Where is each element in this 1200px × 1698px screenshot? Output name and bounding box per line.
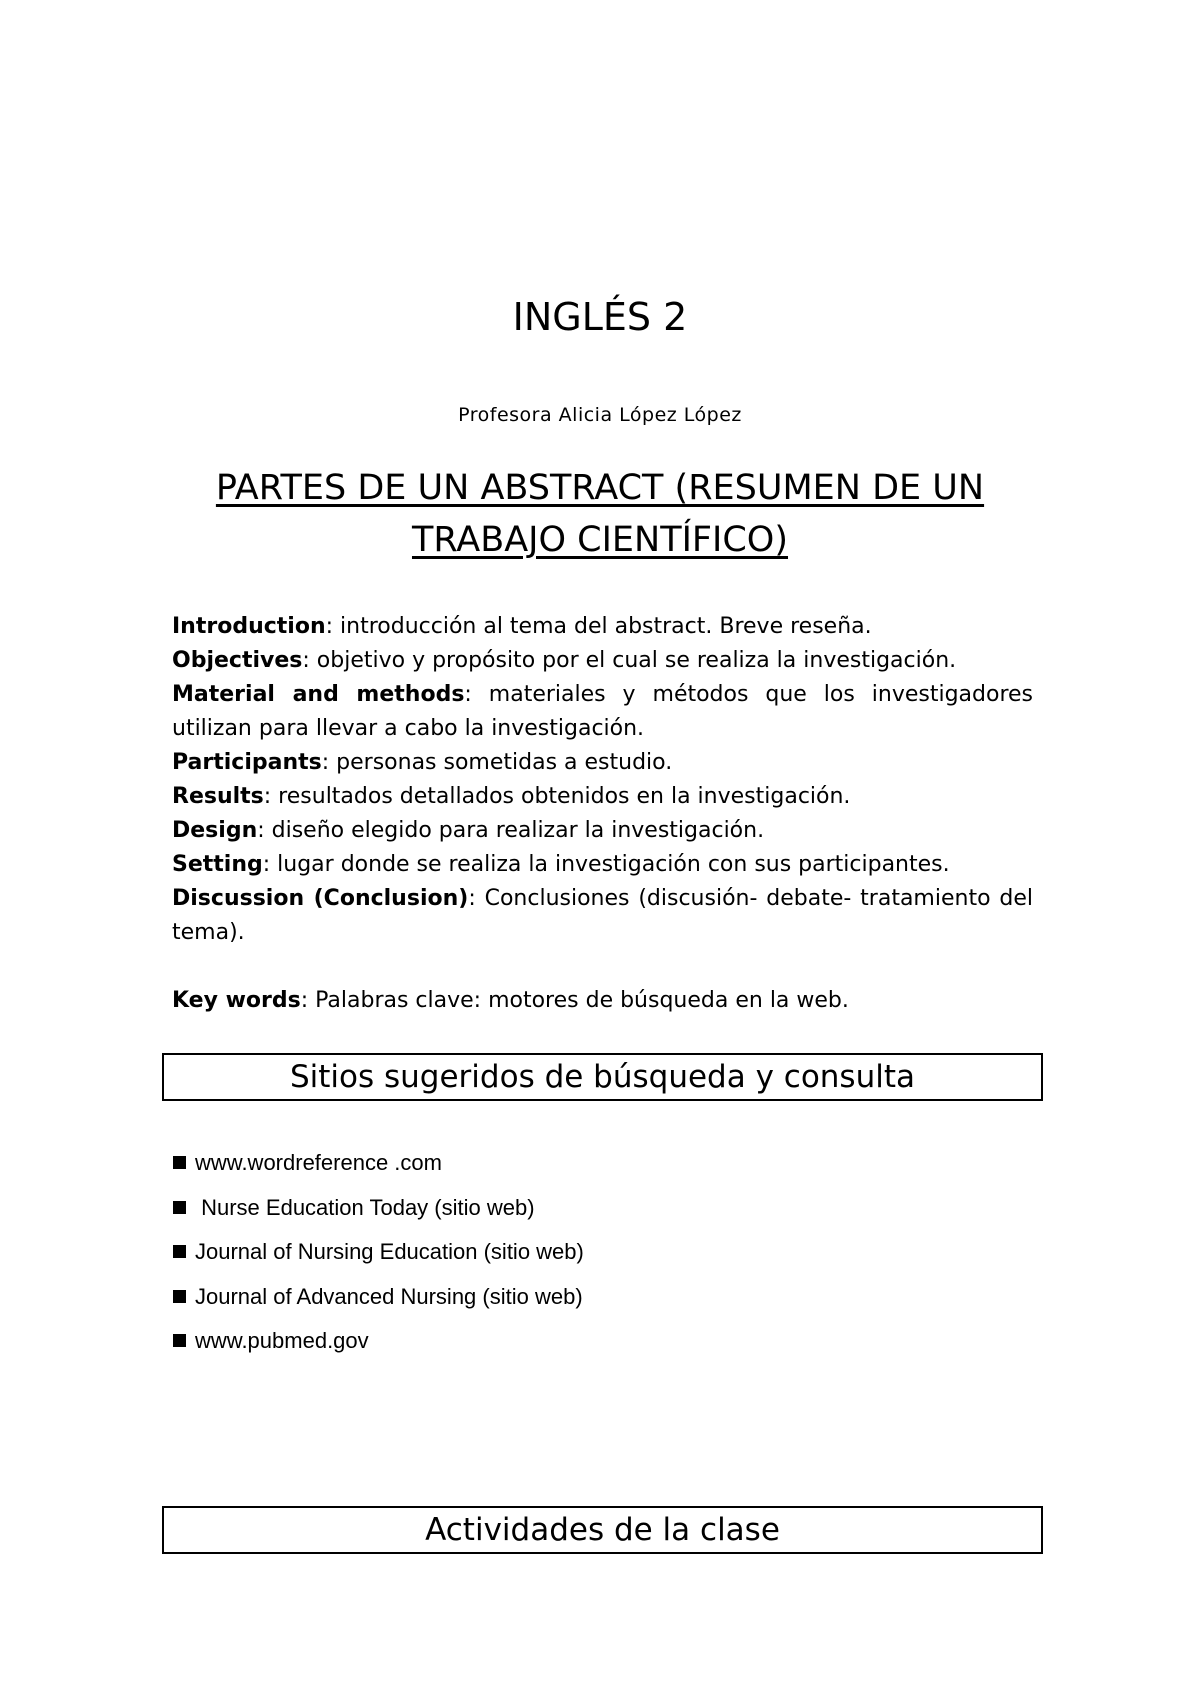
suggested-sites-list	[172, 1148, 1032, 1371]
list-item	[172, 1148, 1032, 1193]
square-bullet-icon	[173, 1290, 186, 1303]
square-bullet-icon	[173, 1245, 186, 1258]
list-item	[172, 1193, 1032, 1238]
site-name: www.pubmed.gov	[195, 1328, 369, 1353]
list-item	[172, 1237, 1032, 1282]
definition-text: : Conclusiones (discusión- debate- tratamiento del tema).	[172, 886, 1033, 945]
square-bullet-icon	[173, 1156, 186, 1169]
definition-term: Setting	[172, 852, 263, 877]
list-item	[172, 1282, 1032, 1327]
definition-term: Participants	[172, 750, 322, 775]
definition-term: Discussion (Conclusion)	[172, 886, 469, 911]
definition-term: Design	[172, 818, 258, 843]
definition-setting	[172, 848, 1033, 882]
square-bullet-icon	[173, 1334, 186, 1347]
definition-text: : resultados detallados obtenidos en la investigación.	[263, 784, 851, 809]
definition-discussion	[172, 882, 1033, 950]
site-name: Journal of Nursing Education (sitio web)	[195, 1239, 584, 1264]
activities-section-title: Actividades de la clase	[162, 1506, 1043, 1554]
sites-section-title: Sitios sugeridos de búsqueda y consulta	[162, 1053, 1043, 1101]
definition-text: : objetivo y propósito por el cual se realiza la investigación.	[302, 648, 957, 673]
definition-term: Introduction	[172, 614, 326, 639]
definition-text: : lugar donde se realiza la investigación con sus participantes.	[262, 852, 950, 877]
abstract-parts-list	[172, 610, 1033, 950]
definition-text: : diseño elegido para realizar la investigación.	[257, 818, 765, 843]
definition-term: Material and methods	[172, 682, 465, 707]
keywords-text: : Palabras clave: motores de búsqueda en la web.	[300, 988, 849, 1013]
definition-term: Results	[172, 784, 264, 809]
definition-material-methods	[172, 678, 1033, 746]
definition-results	[172, 780, 1033, 814]
site-name: Journal of Advanced Nursing (sitio web)	[195, 1283, 583, 1309]
definition-objectives	[172, 644, 1033, 678]
site-name: www.wordreference .com	[195, 1150, 442, 1175]
list-item	[172, 1326, 1032, 1371]
definition-term: Objectives	[172, 648, 303, 673]
square-bullet-icon	[173, 1201, 186, 1214]
keywords-line	[172, 984, 1033, 1018]
definition-participants	[172, 746, 1033, 780]
professor-name: Profesora Alicia López López	[458, 404, 742, 426]
definition-text: : materiales y métodos que los investigadores utilizan para llevar a cabo la investigación.	[172, 682, 1033, 741]
keywords-term: Key words	[172, 988, 301, 1013]
definition-design	[172, 814, 1033, 848]
definition-text: : introducción al tema del abstract. Breve reseña.	[325, 614, 872, 639]
section-heading: PARTES DE UN ABSTRACT (RESUMEN DE UN TRABAJO CIENTÍFICO)	[215, 468, 985, 560]
definition-introduction	[172, 610, 1033, 644]
document-title: INGLÉS 2	[512, 295, 688, 339]
definition-text: : personas sometidas a estudio.	[321, 750, 673, 775]
site-name: Nurse Education Today (sitio web)	[195, 1194, 535, 1220]
